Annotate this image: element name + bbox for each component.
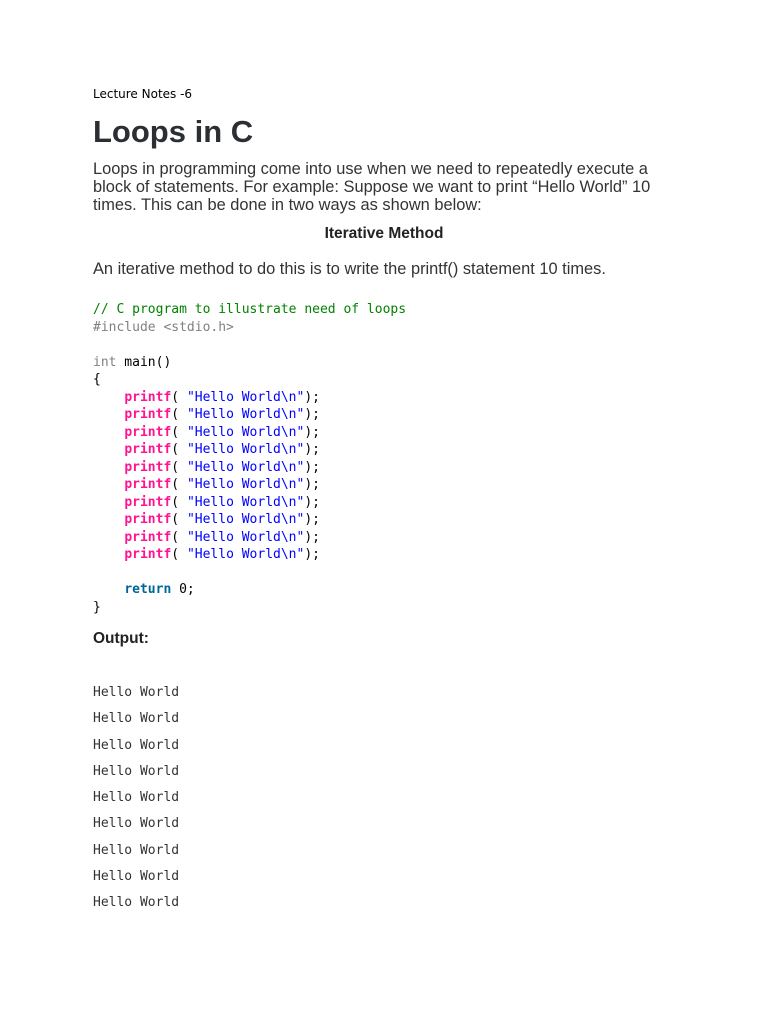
output-line: Hello World — [93, 737, 180, 753]
output-line: Hello World — [93, 869, 180, 885]
code-blank-line — [93, 336, 406, 354]
code-block — [93, 301, 406, 616]
code-close-brace-line — [93, 599, 406, 617]
code-return-keyword: return — [124, 582, 172, 597]
code-printf-close: ); — [304, 512, 320, 527]
output-line: Hello World — [93, 895, 180, 911]
code-main-line — [93, 354, 406, 372]
code-printf-fn: printf — [124, 442, 172, 457]
code-printf-line — [93, 494, 406, 512]
intro-paragraph: Loops in programming come into use when we need to repeatedly execute a block of statements. For example: Suppose we want to print “Hello World” 10 times. This can be done in two ways as shown below: — [93, 160, 651, 214]
output-line: Hello World — [93, 842, 180, 858]
code-printf-line — [93, 389, 406, 407]
code-return-value: 0; — [171, 582, 195, 597]
page-title: Loops in C — [93, 114, 254, 149]
code-printf-line — [93, 424, 406, 442]
section-heading: Iterative Method — [324, 225, 444, 242]
code-main-type: int — [93, 354, 117, 370]
code-close-brace: } — [93, 599, 101, 615]
code-printf-line — [93, 459, 406, 477]
code-printf-close: ); — [304, 442, 320, 457]
lecture-notes-header: Lecture Notes -6 — [93, 87, 193, 101]
code-printf-arg: "Hello World\n" — [186, 477, 305, 492]
code-printf-arg: "Hello World\n" — [186, 407, 305, 422]
code-printf-arg: "Hello World\n" — [186, 389, 305, 405]
output-line: Hello World — [93, 763, 180, 779]
code-printf-close: ); — [304, 389, 320, 405]
code-printf-arg: "Hello World\n" — [186, 547, 305, 562]
code-printf-line — [93, 529, 406, 547]
section-description: An iterative method to do this is to write the printf() statement 10 times. — [93, 260, 606, 278]
code-printf-fn: printf — [124, 477, 172, 492]
code-printf-close: ); — [304, 477, 320, 492]
code-printf-arg: "Hello World\n" — [186, 529, 305, 545]
code-printf-fn: printf — [124, 529, 172, 545]
code-printf-fn: printf — [124, 547, 172, 562]
code-printf-open: ( — [171, 529, 187, 545]
output-line: Hello World — [93, 685, 180, 700]
code-printf-arg: "Hello World\n" — [186, 442, 305, 457]
code-printf-line — [93, 441, 406, 459]
code-printf-fn: printf — [124, 424, 172, 440]
code-printf-open: ( — [171, 389, 187, 405]
code-include: #include <stdio.h> — [93, 319, 234, 335]
code-blank-line — [93, 564, 406, 582]
code-printf-open: ( — [171, 407, 187, 422]
document-page — [93, 0, 683, 1024]
code-printf-open: ( — [171, 424, 187, 440]
code-comment: // C program to illustrate need of loops — [93, 302, 407, 317]
code-printf-close: ); — [304, 407, 320, 422]
code-printf-open: ( — [171, 459, 187, 475]
code-comment-line — [93, 301, 406, 319]
code-printf-line — [93, 546, 406, 564]
code-main-signature: main() — [116, 354, 172, 370]
code-printf-open: ( — [171, 547, 187, 562]
output-line: Hello World — [93, 711, 180, 727]
code-printf-line — [93, 406, 406, 424]
code-printf-close: ); — [304, 494, 320, 510]
code-print-lines — [93, 389, 406, 564]
code-return-line — [93, 581, 406, 599]
code-printf-fn: printf — [124, 512, 172, 527]
code-printf-open: ( — [171, 512, 187, 527]
output-list — [93, 684, 179, 921]
code-printf-line — [93, 511, 406, 529]
code-open-brace: { — [93, 372, 101, 387]
code-printf-arg: "Hello World\n" — [186, 424, 305, 440]
code-include-line — [93, 319, 406, 337]
code-printf-close: ); — [304, 529, 320, 545]
code-printf-arg: "Hello World\n" — [186, 459, 305, 475]
code-printf-arg: "Hello World\n" — [186, 512, 305, 527]
code-printf-open: ( — [171, 477, 187, 492]
code-printf-close: ); — [304, 547, 320, 562]
code-printf-fn: printf — [124, 407, 172, 422]
code-printf-arg: "Hello World\n" — [186, 494, 305, 510]
code-open-brace-line — [93, 371, 406, 389]
code-printf-fn: printf — [124, 494, 172, 510]
code-printf-open: ( — [171, 494, 187, 510]
code-printf-close: ); — [304, 424, 320, 440]
code-printf-open: ( — [171, 442, 187, 457]
code-printf-fn: printf — [124, 459, 172, 475]
output-line: Hello World — [93, 816, 180, 832]
code-printf-fn: printf — [124, 389, 172, 405]
output-line: Hello World — [93, 790, 180, 806]
output-label: Output: — [93, 630, 149, 647]
code-printf-close: ); — [304, 459, 320, 475]
code-printf-line — [93, 476, 406, 494]
